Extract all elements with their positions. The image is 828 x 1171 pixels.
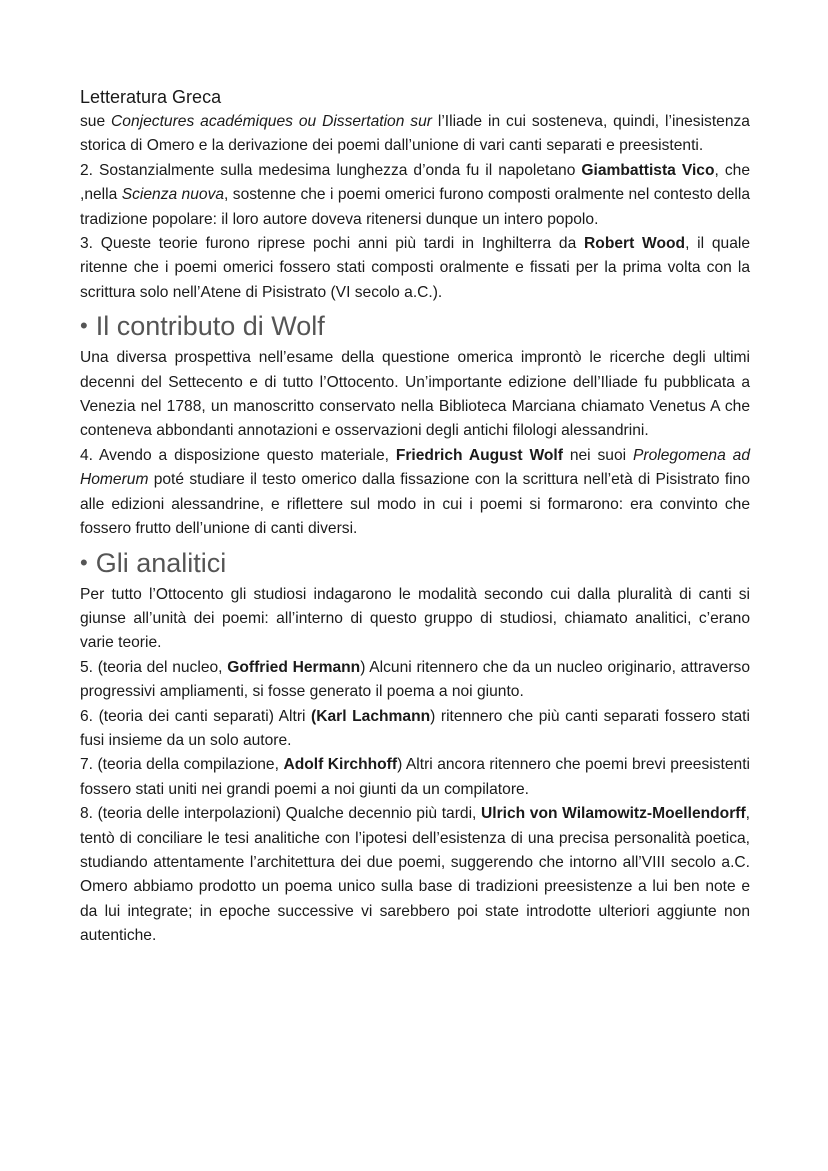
paragraph-wood: [80, 232, 750, 305]
section-heading-analitici: [80, 548, 750, 578]
text-run: sue: [80, 113, 112, 130]
section-title: Gli analitici: [95, 547, 227, 578]
text-run: , che ,nella: [80, 161, 750, 204]
paragraph-wilamowitz: [80, 802, 750, 948]
bold-name: Goffried Hermann: [227, 658, 361, 676]
bold-name: Adolf Kirchhoff: [283, 756, 398, 774]
text-run: 8. (teoria delle interpolazioni) Qualche decennio più tardi,: [80, 805, 481, 823]
paragraph-lachmann: [80, 705, 750, 754]
paragraph-vico: [80, 159, 750, 232]
text-run: , il quale ritenne che i poemi omerici fossero stati composti oralmente e fissati per la prima volta con la scrittura solo nell’Atene di Pisistrato (VI secolo a.C.).: [80, 235, 750, 301]
italic-title: Prolegomena ad Homerum: [80, 446, 750, 489]
bold-name: Robert Wood: [584, 235, 686, 253]
italic-title: Scienza nuova: [121, 186, 225, 204]
document-page: [80, 84, 750, 949]
text-run: 7. (teoria della compilazione,: [80, 756, 284, 774]
paragraph-conjectures: [80, 110, 750, 159]
text-run: 3. Queste teorie furono riprese pochi anni più tardi in Inghilterra da: [80, 235, 585, 253]
text-run: ) Altri ancora ritennero che poemi brevi preesistenti fossero stati uniti nei grandi poemi a noi giunti da un compilatore.: [80, 756, 751, 798]
text-run: ) ritennero che più canti separati fossero stati fusi insieme da un solo autore.: [80, 707, 750, 749]
bullet-icon: •: [80, 549, 88, 575]
bold-name: Giambattista Vico: [581, 161, 715, 179]
running-header: Letteratura Greca: [80, 87, 222, 107]
text-run: l’Iliade in cui sosteneva, quindi, l’inesistenza storica di Omero e la derivazione dei poemi dall’unione di vari canti separati e preesistenti.: [80, 113, 750, 155]
bold-name: Friedrich August Wolf: [395, 446, 563, 464]
text-run: 5. (teoria del nucleo,: [80, 658, 228, 676]
paragraph-venetus: Una diversa prospettiva nell’esame della questione omerica improntò le ricerche degli ultimi decenni del Settecento e di tutto l’Ottocento. Un’importante edizione dell’Iliade fu pubblicata a Venezia nel 1788, un manoscritto conservato nella Biblioteca Marciana chiamato Venetus A che conteneva abbondanti annotazioni e osservazioni degli antichi filologi alessandrini.: [80, 349, 750, 440]
text-run: nei suoi: [562, 446, 634, 464]
text-run: ) Alcuni ritennero che da un nucleo originario, attraverso progressivi ampliamenti, si fosse generato il poema a noi giunto.: [80, 658, 750, 701]
paragraph-analitici-intro: Per tutto l’Ottocento gli studiosi indagarono le modalità secondo cui dalla pluralità di canti si giunse all’unità dei poemi: all’interno di questo gruppo di studiosi, chiamato analitici, c’erano varie teorie.: [80, 585, 750, 652]
bullet-icon: •: [80, 313, 88, 339]
text-run: 2. Sostanzialmente sulla medesima lunghezza d’onda fu il napoletano: [80, 161, 582, 179]
text-run: , tentò di conciliare le tesi analitiche con l’ipotesi dell’esistenza di una precisa personalità poetica, studiando attentamente l’architettura dei due poemi, suggerendo che intorno all’VIII secolo a.C. Omero abbiamo prodotto un poema unico sulla base di tradizioni preesistenze a lui ben note e da lui integrate; in epoche successive vi sarebbero poi state introdotte ulteriori aggiunte non autentiche.: [80, 805, 750, 945]
paragraph-kirchhoff: [80, 753, 750, 802]
text-run: poté studiare il testo omerico dalla fissazione con la scrittura nell’età di Pisistrato fino alle edizioni alessandrine, e riflettere sul modo in cui i poemi si formarono: era convinto che fossero frutto dell’unione di canti diversi.: [80, 471, 750, 538]
paragraph-hermann: [80, 656, 750, 705]
italic-title: Conjectures académiques ou Dissertation sur: [111, 113, 432, 130]
bold-name: (Karl Lachmann: [311, 707, 431, 725]
text-run: 4. Avendo a disposizione questo materiale,: [80, 446, 396, 464]
section-heading-wolf: [80, 311, 750, 341]
bold-name: Ulrich von Wilamowitz-Moellendorff: [481, 805, 746, 823]
paragraph-wolf: [80, 444, 750, 542]
section-title: Il contributo di Wolf: [95, 311, 325, 342]
text-run: , sostenne che i poemi omerici furono composti oralmente nel contesto della tradizione popolare: il loro autore doveva ritenersi dunque un intero popolo.: [80, 186, 750, 228]
text-run: 6. (teoria dei canti separati) Altri: [80, 707, 312, 725]
